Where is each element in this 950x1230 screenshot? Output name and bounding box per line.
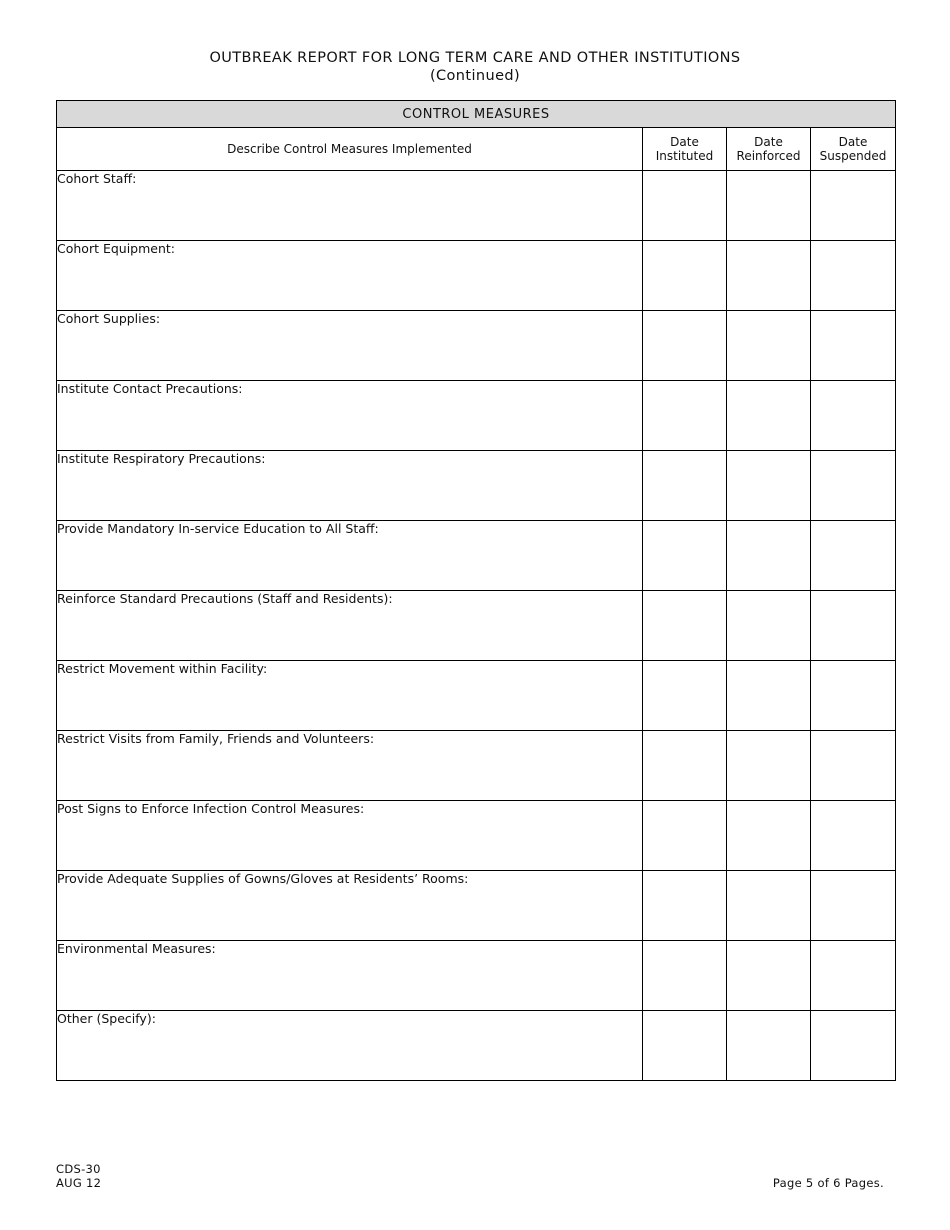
date-instituted-field[interactable] [643, 661, 727, 731]
control-measures-rows [57, 171, 896, 1081]
measure-label[interactable]: Provide Adequate Supplies of Gowns/Gloves at Residents’ Rooms: [57, 871, 643, 941]
column-header-describe: Describe Control Measures Implemented [57, 128, 643, 171]
section-title: CONTROL MEASURES [57, 101, 896, 128]
table-row [57, 591, 896, 661]
table-row [57, 521, 896, 591]
column-header-date-suspended-line2: Suspended [819, 149, 887, 163]
date-suspended-field[interactable] [811, 661, 896, 731]
date-suspended-field[interactable] [811, 591, 896, 661]
form-title: OUTBREAK REPORT FOR LONG TERM CARE AND OTHER INSTITUTIONS [209, 50, 741, 66]
column-header-date-instituted-line1: Date [670, 135, 699, 149]
form-code: CDS-30 [56, 1162, 101, 1176]
date-instituted-field[interactable] [643, 381, 727, 451]
date-instituted-field[interactable] [643, 1011, 727, 1081]
date-reinforced-field[interactable] [727, 731, 811, 801]
control-measures-table [56, 100, 896, 1081]
form-subtitle: (Continued) [429, 68, 521, 84]
date-suspended-field[interactable] [811, 871, 896, 941]
table-row [57, 1011, 896, 1081]
date-reinforced-field[interactable] [727, 451, 811, 521]
date-reinforced-field[interactable] [727, 941, 811, 1011]
column-header-date-suspended-line1: Date [838, 135, 868, 149]
date-suspended-field[interactable] [811, 941, 896, 1011]
measure-label[interactable]: Cohort Supplies: [57, 311, 643, 381]
measure-label[interactable]: Institute Respiratory Precautions: [57, 451, 643, 521]
measure-label[interactable]: Provide Mandatory In-service Education to All Staff: [57, 521, 643, 591]
date-suspended-field[interactable] [811, 311, 896, 381]
measure-label[interactable]: Restrict Visits from Family, Friends and Volunteers: [57, 731, 643, 801]
date-instituted-field[interactable] [643, 171, 727, 241]
page-number: Page 5 of 6 Pages. [772, 1176, 884, 1190]
date-instituted-field[interactable] [643, 871, 727, 941]
date-reinforced-field[interactable] [727, 661, 811, 731]
measure-label[interactable]: Other (Specify): [57, 1011, 643, 1081]
date-suspended-field[interactable] [811, 451, 896, 521]
date-instituted-field[interactable] [643, 311, 727, 381]
date-suspended-field[interactable] [811, 381, 896, 451]
table-row [57, 241, 896, 311]
table-row [57, 871, 896, 941]
date-reinforced-field[interactable] [727, 521, 811, 591]
date-reinforced-field[interactable] [727, 871, 811, 941]
column-header-date-suspended [811, 128, 896, 171]
table-row [57, 801, 896, 871]
measure-label[interactable]: Cohort Equipment: [57, 241, 643, 311]
column-header-date-instituted [643, 128, 727, 171]
measure-label[interactable]: Reinforce Standard Precautions (Staff and Residents): [57, 591, 643, 661]
date-reinforced-field[interactable] [727, 801, 811, 871]
table-row [57, 731, 896, 801]
date-reinforced-field[interactable] [727, 591, 811, 661]
measure-label[interactable]: Institute Contact Precautions: [57, 381, 643, 451]
date-suspended-field[interactable] [811, 801, 896, 871]
column-header-date-reinforced-line1: Date [754, 135, 783, 149]
table-row [57, 661, 896, 731]
date-instituted-field[interactable] [643, 241, 727, 311]
date-suspended-field[interactable] [811, 1011, 896, 1081]
measure-label[interactable]: Post Signs to Enforce Infection Control Measures: [57, 801, 643, 871]
measure-label[interactable]: Cohort Staff: [57, 171, 643, 241]
date-instituted-field[interactable] [643, 591, 727, 661]
column-header-date-instituted-line2: Instituted [655, 149, 714, 163]
date-reinforced-field[interactable] [727, 1011, 811, 1081]
table-row [57, 941, 896, 1011]
date-suspended-field[interactable] [811, 241, 896, 311]
table-row [57, 171, 896, 241]
date-instituted-field[interactable] [643, 521, 727, 591]
date-suspended-field[interactable] [811, 171, 896, 241]
date-suspended-field[interactable] [811, 731, 896, 801]
column-header-date-reinforced-line2: Reinforced [736, 149, 801, 163]
date-instituted-field[interactable] [643, 801, 727, 871]
date-reinforced-field[interactable] [727, 311, 811, 381]
date-instituted-field[interactable] [643, 941, 727, 1011]
table-row [57, 311, 896, 381]
date-instituted-field[interactable] [643, 731, 727, 801]
measure-label[interactable]: Restrict Movement within Facility: [57, 661, 643, 731]
date-suspended-field[interactable] [811, 521, 896, 591]
table-row [57, 381, 896, 451]
date-reinforced-field[interactable] [727, 241, 811, 311]
form-revision-date: AUG 12 [56, 1176, 102, 1190]
date-reinforced-field[interactable] [727, 381, 811, 451]
column-header-date-reinforced [727, 128, 811, 171]
measure-label[interactable]: Environmental Measures: [57, 941, 643, 1011]
date-instituted-field[interactable] [643, 451, 727, 521]
date-reinforced-field[interactable] [727, 171, 811, 241]
table-row [57, 451, 896, 521]
